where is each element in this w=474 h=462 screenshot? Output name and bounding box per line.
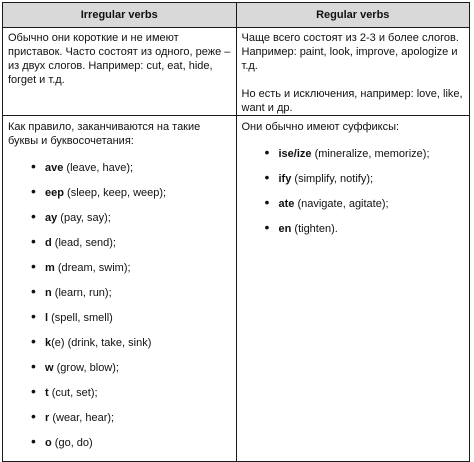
ending: d bbox=[45, 237, 52, 249]
examples: (simplify, notify); bbox=[291, 173, 374, 185]
list-item bbox=[31, 186, 231, 211]
examples: (tighten). bbox=[291, 223, 338, 235]
suffix: en bbox=[278, 223, 292, 235]
examples: (dream, swim); bbox=[54, 262, 131, 274]
regular-verbs-header: Regular verbs bbox=[236, 3, 470, 28]
examples: (lead, send); bbox=[51, 237, 116, 249]
ending: l bbox=[45, 312, 49, 324]
list-item bbox=[31, 161, 231, 186]
irregular-verbs-header: Irregular verbs bbox=[3, 3, 237, 28]
list-item bbox=[31, 336, 231, 361]
header-row bbox=[3, 3, 470, 28]
list-item bbox=[265, 222, 465, 247]
list-item bbox=[31, 236, 231, 261]
examples: (mineralize, memorize); bbox=[311, 148, 430, 160]
suffix: ise/ize bbox=[278, 148, 312, 160]
irregular-endings-cell bbox=[3, 116, 237, 462]
regular-suffixes-cell bbox=[236, 116, 470, 462]
list-item bbox=[265, 172, 465, 197]
irregular-endings-list bbox=[8, 161, 231, 461]
examples: (navigate, agitate); bbox=[294, 198, 389, 210]
irregular-intro-text: Обычно они короткие и не имеют приставок. Часто состоят из одного, реже – из двух слогов. Например: cut, eat, hide, forget и т.д. bbox=[8, 32, 231, 86]
verbs-comparison-table bbox=[2, 2, 470, 462]
examples: (cut, set); bbox=[48, 387, 98, 399]
ending: n bbox=[45, 287, 52, 299]
ending: ay bbox=[45, 212, 58, 224]
examples: (spell, smell) bbox=[48, 312, 113, 324]
list-item bbox=[31, 261, 231, 286]
list-item bbox=[31, 286, 231, 311]
ending: k bbox=[45, 337, 52, 349]
examples: (learn, run); bbox=[51, 287, 112, 299]
irregular-endings-lead: Как правило, заканчиваются на такие буквы и буквосочетания: bbox=[8, 121, 201, 147]
regular-suffixes-list bbox=[242, 147, 465, 247]
list-item bbox=[265, 197, 465, 222]
regular-suffixes-lead: Они обычно имеют суффиксы: bbox=[241, 121, 400, 133]
ending: w bbox=[45, 362, 54, 374]
list-item bbox=[31, 386, 231, 411]
ending: r bbox=[45, 412, 50, 424]
list-item bbox=[265, 147, 465, 172]
ending: o bbox=[45, 437, 52, 449]
ending: ave bbox=[45, 162, 64, 174]
ending: eep bbox=[45, 187, 64, 199]
list-item bbox=[31, 436, 231, 461]
suffix: ate bbox=[278, 198, 295, 210]
regular-exceptions-text: Но есть и исключения, например: love, like, want и др. bbox=[241, 88, 463, 114]
examples: (leave, have); bbox=[63, 162, 134, 174]
list-item bbox=[31, 311, 231, 336]
ending: t bbox=[45, 387, 49, 399]
suffix: ify bbox=[278, 173, 292, 185]
examples: (e) (drink, take, sink) bbox=[51, 337, 152, 349]
examples: (go, do) bbox=[51, 437, 93, 449]
intro-row bbox=[3, 28, 470, 116]
ending: m bbox=[45, 262, 55, 274]
irregular-intro-cell bbox=[3, 28, 237, 116]
lists-row bbox=[3, 116, 470, 462]
list-item bbox=[31, 411, 231, 436]
examples: (pay, say); bbox=[57, 212, 111, 224]
list-item bbox=[31, 211, 231, 236]
examples: (grow, blow); bbox=[53, 362, 119, 374]
examples: (wear, hear); bbox=[49, 412, 115, 424]
examples: (sleep, keep, weep); bbox=[63, 187, 167, 199]
list-item bbox=[31, 361, 231, 386]
regular-intro-text: Чаще всего состоят из 2-3 и более слогов. Например: paint, look, improve, apologize и т.д. bbox=[241, 32, 459, 72]
regular-intro-cell bbox=[236, 28, 470, 116]
